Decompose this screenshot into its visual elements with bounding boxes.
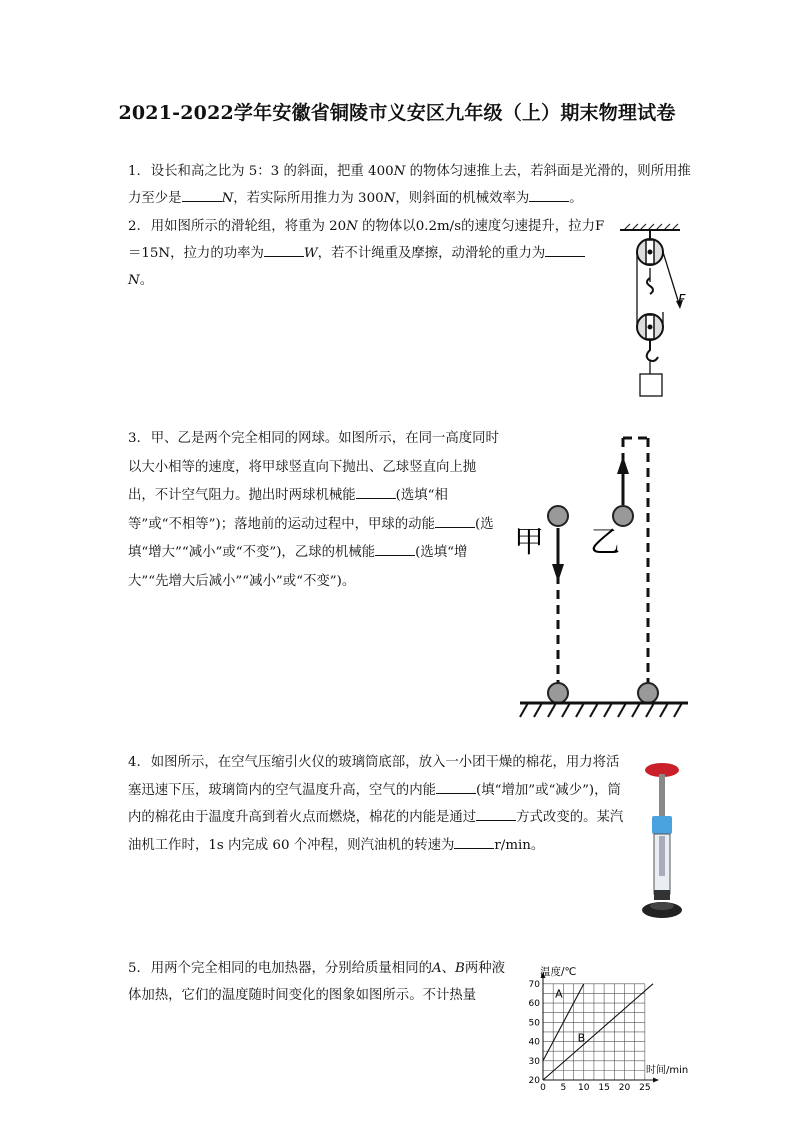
force-label: F: [678, 293, 686, 308]
question-number: 4.: [128, 755, 141, 770]
ball-jia: [548, 506, 568, 526]
series-label-B: B: [577, 1031, 586, 1045]
answer-blank[interactable]: [545, 243, 585, 257]
answer-blank[interactable]: [375, 542, 415, 556]
question-number: 2.: [128, 219, 141, 234]
y-tick-label: 60: [528, 999, 540, 1010]
question-number: 3.: [128, 431, 141, 446]
ball-yi-ground: [638, 683, 658, 703]
question-number: 5.: [128, 961, 141, 976]
question-3: 3. 甲、乙是两个完全相同的网球。如图所示，在同一高度同时以大小相等的速度，将甲球竖直向下抛出、乙球竖直向上抛出，不计空气阻力。抛出时两球机械能 (选填“相等”或“不相等”)；落地前的运动过程中，甲球的动能 (选填“增大”“减小”或“不变”)，乙球的机械能 (选填“增大”“先增大后减小”“减小”或“不变”)。: [128, 431, 499, 589]
blue-cap: [652, 816, 672, 834]
x-tick-label: 25: [639, 1083, 651, 1093]
pulley-figure: [610, 222, 700, 402]
answer-blank[interactable]: [454, 835, 494, 849]
dashed-paths: [558, 438, 648, 685]
y-tick-label: 30: [528, 1056, 540, 1067]
movable-pulley: [637, 312, 663, 340]
y-tick-label: 70: [528, 979, 540, 990]
x-axis-arrow: [653, 1078, 659, 1083]
answer-blank[interactable]: [182, 188, 222, 202]
ball-throw-figure: [510, 430, 695, 730]
y-tick-label: 20: [528, 1076, 540, 1086]
question-5: 5. 用两个完全相同的电加热器，分别给质量相同的A、B两种液体加热，它们的温度随时间变化的图象如图所示。不计热量: [128, 961, 506, 1003]
label-jia: 甲: [514, 525, 544, 560]
x-tick-label: 15: [598, 1083, 610, 1093]
page-title: 2021-2022学年安徽省铜陵市义安区九年级（上）期末物理试卷: [118, 102, 676, 124]
question-number: 1.: [128, 164, 141, 179]
answer-blank[interactable]: [436, 780, 476, 794]
x-tick-label: 10: [578, 1083, 590, 1093]
label-yi: 乙: [590, 525, 620, 560]
answer-blank[interactable]: [435, 514, 475, 528]
answer-blank[interactable]: [356, 485, 396, 499]
ball-jia-ground: [548, 683, 568, 703]
answer-blank[interactable]: [529, 188, 569, 202]
ground: [520, 703, 688, 717]
ceiling-support: [620, 224, 680, 240]
y-axis-label: 温度/℃: [540, 966, 577, 978]
question-2: 2. 用如图所示的滑轮组，将重为 20N 的物体以0.2m/s的速度匀速提升，拉力F＝15N，拉力的功率为 W，若不计绳重及摩擦，动滑轮的重力为N。: [128, 219, 605, 288]
answer-blank[interactable]: [476, 807, 516, 821]
lower-hook: [647, 340, 658, 361]
question-1: 1. 设长和高之比为 5：3 的斜面，把重 400N 的物体匀速推上去，若斜面是光滑的，则所用推力至少是 N，若实际所用推力为 300N，则斜面的机械效率为 。: [128, 164, 691, 206]
fixed-pulley: [637, 239, 663, 265]
load-block: [640, 374, 662, 396]
x-axis-label: 时间/min: [646, 1065, 689, 1076]
ball-yi: [613, 506, 633, 526]
y-tick-label: 50: [528, 1018, 540, 1029]
x-tick-label: 0: [540, 1083, 546, 1093]
series-label-A: A: [555, 987, 563, 1001]
question-4: 4. 如图所示，在空气压缩引火仪的玻璃筒底部，放入一小团干燥的棉花，用力将活塞迅速下压，玻璃筒内的空气温度升高，空气的内能 (填“增加”或“减少”)，筒内的棉花由于温度升高到着火点而燃烧，棉花的内能是通过 方式改变的。某汽油机工作时，1s 内完成 60 个冲程，则汽油机的转速为 r/min。: [128, 755, 624, 853]
fire-syringe-figure: [632, 760, 692, 930]
arrow-up: [617, 456, 629, 505]
answer-blank[interactable]: [264, 243, 304, 257]
x-tick-label: 5: [560, 1083, 567, 1093]
y-tick-label: 40: [528, 1037, 540, 1048]
temperature-time-chart: [518, 962, 698, 1094]
x-tick-label: 20: [618, 1083, 631, 1093]
arrow-down: [552, 528, 564, 582]
